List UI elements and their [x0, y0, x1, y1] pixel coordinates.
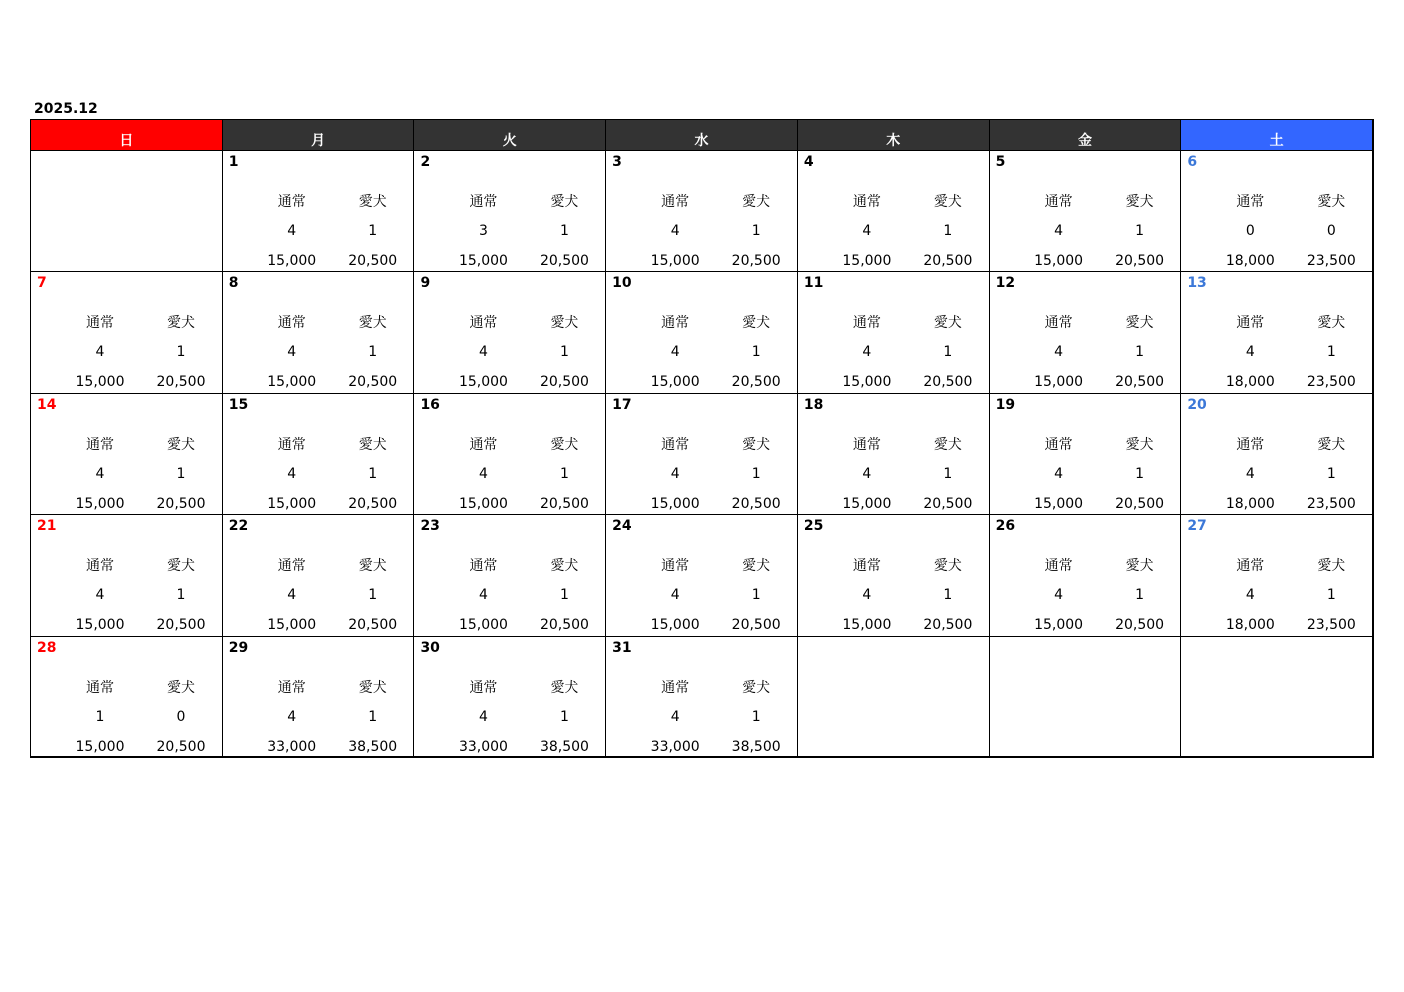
day-cell[interactable]: [1180, 515, 1372, 636]
normal-plan-count: 4: [287, 708, 297, 725]
normal-plan-count: 4: [670, 465, 680, 482]
day-cell[interactable]: [1180, 272, 1372, 393]
normal-plan-label: 通常: [277, 436, 306, 453]
day-cell[interactable]: [989, 515, 1181, 636]
normal-plan-label: 通常: [469, 194, 498, 210]
day-cell[interactable]: [797, 272, 989, 393]
dog-plan-label: 愛犬: [1125, 436, 1154, 453]
day-number: 3: [612, 154, 622, 170]
day-number: 18: [803, 396, 824, 413]
day-cell[interactable]: [222, 394, 414, 515]
day-number: 15: [228, 396, 249, 413]
normal-plan-count: 4: [1245, 465, 1255, 482]
calendar-week-row: [30, 272, 1372, 393]
dog-plan-label: 愛犬: [167, 315, 195, 332]
dog-plan-label: 愛犬: [550, 679, 579, 696]
day-number: 7: [37, 275, 47, 292]
day-cell[interactable]: [413, 515, 605, 636]
day-cell[interactable]: [1180, 151, 1372, 272]
normal-plan-count: 4: [287, 587, 297, 604]
normal-plan-price: 15,000: [1034, 617, 1084, 634]
dog-plan-count: 1: [176, 344, 186, 361]
dog-plan-label: 愛犬: [550, 315, 579, 332]
dog-plan-count: 1: [751, 223, 761, 239]
dog-plan-price: 20,500: [731, 617, 781, 634]
normal-plan-price: 15,000: [842, 495, 892, 512]
dog-plan-count: 1: [368, 465, 378, 482]
normal-plan-price: 15,000: [1034, 374, 1084, 391]
day-number: 23: [420, 518, 440, 535]
normal-plan-label: 通常: [86, 436, 114, 453]
dog-plan-label: 愛犬: [358, 436, 387, 453]
weekday-header-sun: 日: [30, 119, 222, 151]
day-number: 26: [995, 518, 1016, 535]
normal-plan-price: 15,000: [75, 495, 125, 512]
dog-plan-label: 愛犬: [358, 679, 387, 696]
normal-plan-label: 通常: [86, 679, 114, 696]
normal-plan-price: 15,000: [267, 253, 317, 269]
normal-plan-count: 4: [478, 465, 488, 482]
normal-plan-price: 15,000: [458, 374, 508, 391]
normal-plan-label: 通常: [86, 558, 114, 575]
dog-plan-count: 1: [751, 587, 761, 604]
dog-plan-count: 1: [1135, 344, 1145, 361]
empty-day-cell: [30, 151, 222, 272]
day-number: 27: [1187, 518, 1207, 535]
normal-plan-count: 4: [1245, 587, 1255, 604]
dog-plan-count: 1: [368, 223, 378, 239]
normal-plan-count: 4: [95, 587, 105, 604]
dog-plan-price: 23,500: [1306, 495, 1356, 512]
normal-plan-price: 15,000: [267, 495, 317, 512]
day-number: 6: [1187, 154, 1198, 170]
normal-plan-count: 4: [478, 708, 488, 725]
normal-plan-label: 通常: [852, 558, 881, 575]
day-number: 30: [420, 639, 440, 656]
dog-plan-label: 愛犬: [358, 315, 387, 332]
day-number: 25: [803, 518, 824, 535]
calendar-title: 2025.12: [34, 101, 98, 117]
normal-plan-price: 15,000: [458, 495, 508, 512]
normal-plan-count: 4: [1054, 344, 1064, 361]
dog-plan-label: 愛犬: [933, 194, 962, 210]
day-cell[interactable]: [989, 394, 1181, 515]
normal-plan-count: 4: [862, 587, 872, 604]
day-cell[interactable]: [797, 515, 989, 636]
dog-plan-count: 1: [1326, 344, 1336, 361]
normal-plan-count: 4: [1054, 465, 1064, 482]
normal-plan-price: 15,000: [267, 374, 317, 391]
dog-plan-price: 20,500: [348, 495, 398, 512]
day-number: 14: [37, 396, 57, 413]
dog-plan-label: 愛犬: [550, 194, 579, 210]
dog-plan-count: 1: [176, 587, 186, 604]
normal-plan-count: 4: [670, 344, 680, 361]
dog-plan-label: 愛犬: [1317, 558, 1346, 575]
calendar-week-row: [30, 637, 1372, 758]
dog-plan-label: 愛犬: [167, 558, 195, 575]
normal-plan-price: 15,000: [75, 738, 125, 755]
normal-plan-count: 4: [1054, 223, 1064, 239]
normal-plan-price: 15,000: [842, 617, 892, 634]
normal-plan-price: 33,000: [458, 738, 508, 755]
normal-plan-count: 4: [862, 344, 872, 361]
dog-plan-count: 1: [1326, 587, 1336, 604]
dog-plan-count: 1: [1135, 223, 1145, 239]
dog-plan-label: 愛犬: [1125, 315, 1154, 332]
normal-plan-count: 4: [95, 344, 105, 361]
day-number: 31: [612, 639, 632, 656]
day-cell[interactable]: [605, 515, 797, 636]
normal-plan-price: 15,000: [75, 374, 125, 391]
normal-plan-label: 通常: [852, 315, 881, 332]
normal-plan-count: 4: [287, 344, 297, 361]
day-cell[interactable]: [413, 272, 605, 393]
dog-plan-price: 20,500: [731, 374, 781, 391]
normal-plan-count: 4: [478, 587, 488, 604]
normal-plan-count: 4: [95, 465, 105, 482]
normal-plan-price: 18,000: [1225, 253, 1275, 269]
normal-plan-label: 通常: [1236, 558, 1265, 575]
day-cell[interactable]: [989, 151, 1181, 272]
day-number: 22: [228, 518, 249, 535]
normal-plan-count: 3: [478, 223, 488, 239]
day-number: 24: [612, 518, 632, 535]
normal-plan-price: 15,000: [458, 617, 508, 634]
day-cell[interactable]: [605, 394, 797, 515]
weekday-header-wed: 水: [605, 119, 797, 151]
dog-plan-price: 38,500: [731, 738, 781, 755]
normal-plan-price: 15,000: [650, 495, 700, 512]
dog-plan-count: 1: [751, 465, 761, 482]
day-cell[interactable]: [605, 151, 797, 272]
dog-plan-count: 0: [1326, 223, 1336, 239]
dog-plan-price: 20,500: [923, 495, 973, 512]
normal-plan-label: 通常: [469, 436, 498, 453]
dog-plan-count: 1: [751, 708, 761, 725]
weekday-header-thu: 木: [797, 119, 989, 151]
day-number: 12: [995, 275, 1016, 292]
normal-plan-count: 4: [1245, 344, 1255, 361]
dog-plan-price: 20,500: [731, 495, 781, 512]
weekday-header-fri: 金: [989, 119, 1181, 151]
dog-plan-price: 23,500: [1306, 374, 1356, 391]
dog-plan-count: 1: [559, 223, 569, 239]
dog-plan-label: 愛犬: [167, 436, 195, 453]
day-number: 10: [612, 275, 632, 292]
day-number: 11: [803, 275, 824, 292]
day-number: 8: [228, 275, 239, 292]
normal-plan-label: 通常: [661, 436, 690, 453]
dog-plan-count: 1: [1135, 465, 1145, 482]
normal-plan-label: 通常: [661, 315, 690, 332]
dog-plan-price: 20,500: [1115, 253, 1165, 269]
day-cell[interactable]: [30, 637, 222, 758]
normal-plan-label: 通常: [1236, 194, 1265, 210]
dog-plan-label: 愛犬: [933, 558, 962, 575]
dog-plan-label: 愛犬: [1317, 315, 1346, 332]
normal-plan-count: 4: [478, 344, 488, 361]
day-number: 16: [420, 396, 440, 413]
normal-plan-label: 通常: [661, 679, 690, 696]
dog-plan-label: 愛犬: [742, 194, 771, 210]
day-cell[interactable]: [30, 394, 222, 515]
dog-plan-price: 23,500: [1306, 617, 1356, 634]
dog-plan-label: 愛犬: [550, 558, 579, 575]
normal-plan-count: 4: [287, 223, 297, 239]
dog-plan-price: 20,500: [156, 495, 206, 512]
normal-plan-label: 通常: [277, 679, 306, 696]
normal-plan-label: 通常: [469, 679, 498, 696]
dog-plan-price: 23,500: [1306, 253, 1356, 269]
dog-plan-label: 愛犬: [933, 315, 962, 332]
normal-plan-label: 通常: [277, 315, 306, 332]
normal-plan-label: 通常: [852, 436, 881, 453]
dog-plan-price: 20,500: [539, 374, 589, 391]
normal-plan-price: 15,000: [267, 617, 317, 634]
dog-plan-count: 1: [368, 344, 378, 361]
normal-plan-price: 18,000: [1225, 495, 1275, 512]
normal-plan-price: 33,000: [267, 738, 317, 755]
weekday-header-tue: 火: [413, 119, 605, 151]
dog-plan-price: 20,500: [923, 374, 973, 391]
empty-day-cell: [989, 637, 1181, 758]
dog-plan-count: 1: [751, 344, 761, 361]
dog-plan-count: 1: [1326, 465, 1336, 482]
day-cell[interactable]: [797, 151, 989, 272]
normal-plan-label: 通常: [1044, 436, 1073, 453]
dog-plan-label: 愛犬: [742, 679, 771, 696]
dog-plan-price: 20,500: [539, 617, 589, 634]
day-number: 5: [995, 154, 1006, 170]
normal-plan-label: 通常: [1044, 558, 1073, 575]
dog-plan-price: 38,500: [539, 738, 589, 755]
normal-plan-price: 15,000: [75, 617, 125, 634]
calendar-grid: [30, 119, 1374, 758]
normal-plan-count: 4: [1054, 587, 1064, 604]
dog-plan-label: 愛犬: [1317, 436, 1346, 453]
normal-plan-label: 通常: [277, 558, 306, 575]
day-number: 28: [37, 639, 57, 656]
day-cell[interactable]: [222, 515, 414, 636]
normal-plan-label: 通常: [469, 558, 498, 575]
day-number: 13: [1187, 275, 1207, 292]
dog-plan-count: 0: [176, 708, 186, 725]
dog-plan-label: 愛犬: [167, 679, 195, 696]
normal-plan-count: 4: [862, 223, 872, 239]
dog-plan-count: 1: [368, 708, 378, 725]
dog-plan-price: 20,500: [1115, 374, 1165, 391]
normal-plan-label: 通常: [661, 194, 690, 210]
normal-plan-price: 15,000: [458, 253, 508, 269]
normal-plan-price: 15,000: [1034, 495, 1084, 512]
calendar-week-row: [30, 515, 1372, 636]
dog-plan-price: 20,500: [1115, 495, 1165, 512]
dog-plan-label: 愛犬: [358, 194, 387, 210]
dog-plan-price: 20,500: [348, 617, 398, 634]
weekday-header-mon: 月: [222, 119, 414, 151]
day-cell[interactable]: [605, 272, 797, 393]
day-cell[interactable]: [222, 637, 414, 758]
dog-plan-price: 20,500: [923, 617, 973, 634]
empty-day-cell: [1180, 637, 1372, 758]
dog-plan-price: 20,500: [348, 374, 398, 391]
dog-plan-price: 38,500: [348, 738, 398, 755]
calendar-week-row: [30, 394, 1372, 515]
empty-day-cell: [797, 637, 989, 758]
day-cell[interactable]: [989, 272, 1181, 393]
normal-plan-label: 通常: [852, 194, 881, 210]
dog-plan-count: 1: [943, 465, 953, 482]
day-cell[interactable]: [413, 394, 605, 515]
day-cell[interactable]: [413, 637, 605, 758]
dog-plan-count: 1: [943, 223, 953, 239]
normal-plan-price: 15,000: [842, 374, 892, 391]
weekday-header-row: [30, 119, 1372, 151]
dog-plan-price: 20,500: [348, 253, 398, 269]
calendar-weeks: [30, 151, 1372, 758]
normal-plan-price: 18,000: [1225, 374, 1275, 391]
dog-plan-label: 愛犬: [1317, 194, 1346, 210]
normal-plan-count: 4: [287, 465, 297, 482]
dog-plan-label: 愛犬: [742, 436, 771, 453]
day-cell[interactable]: [30, 515, 222, 636]
day-number: 9: [420, 275, 431, 292]
dog-plan-count: 1: [368, 587, 378, 604]
dog-plan-price: 20,500: [539, 253, 589, 269]
normal-plan-price: 15,000: [650, 253, 700, 269]
day-number: 4: [803, 154, 814, 170]
day-number: 20: [1187, 396, 1207, 413]
weekday-header-sat: 土: [1180, 119, 1372, 151]
day-cell[interactable]: [1180, 394, 1372, 515]
dog-plan-count: 1: [1135, 587, 1145, 604]
normal-plan-count: 0: [1245, 223, 1255, 239]
dog-plan-price: 20,500: [1115, 617, 1165, 634]
day-number: 29: [228, 639, 249, 656]
normal-plan-price: 15,000: [842, 253, 892, 269]
normal-plan-count: 1: [95, 708, 105, 725]
dog-plan-price: 20,500: [731, 253, 781, 269]
dog-plan-price: 20,500: [923, 253, 973, 269]
day-cell[interactable]: [605, 637, 797, 758]
normal-plan-label: 通常: [277, 194, 306, 210]
day-cell[interactable]: [797, 394, 989, 515]
dog-plan-label: 愛犬: [358, 558, 387, 575]
normal-plan-label: 通常: [661, 558, 690, 575]
calendar-week-row: [30, 151, 1372, 272]
normal-plan-label: 通常: [86, 315, 114, 332]
day-number: 1: [228, 154, 239, 170]
day-cell[interactable]: [222, 272, 414, 393]
normal-plan-count: 4: [670, 708, 680, 725]
dog-plan-price: 20,500: [156, 374, 206, 391]
dog-plan-count: 1: [943, 587, 953, 604]
dog-plan-price: 20,500: [156, 617, 206, 634]
dog-plan-label: 愛犬: [1125, 194, 1154, 210]
normal-plan-label: 通常: [1236, 315, 1265, 332]
normal-plan-count: 4: [670, 587, 680, 604]
normal-plan-price: 15,000: [650, 374, 700, 391]
day-cell[interactable]: [222, 151, 414, 272]
dog-plan-label: 愛犬: [742, 558, 771, 575]
dog-plan-count: 1: [943, 344, 953, 361]
dog-plan-price: 20,500: [539, 495, 589, 512]
normal-plan-count: 4: [670, 223, 680, 239]
dog-plan-count: 1: [176, 465, 186, 482]
day-cell[interactable]: [30, 272, 222, 393]
day-number: 21: [37, 518, 57, 535]
dog-plan-label: 愛犬: [933, 436, 962, 453]
dog-plan-label: 愛犬: [742, 315, 771, 332]
normal-plan-label: 通常: [1044, 315, 1073, 332]
day-cell[interactable]: [413, 151, 605, 272]
dog-plan-count: 1: [559, 587, 569, 604]
normal-plan-price: 15,000: [650, 617, 700, 634]
dog-plan-price: 20,500: [156, 738, 206, 755]
dog-plan-count: 1: [559, 708, 569, 725]
day-number: 19: [995, 396, 1016, 413]
normal-plan-count: 4: [862, 465, 872, 482]
normal-plan-label: 通常: [469, 315, 498, 332]
dog-plan-count: 1: [559, 465, 569, 482]
normal-plan-price: 33,000: [650, 738, 700, 755]
normal-plan-label: 通常: [1044, 194, 1073, 210]
dog-plan-label: 愛犬: [1125, 558, 1154, 575]
dog-plan-count: 1: [559, 344, 569, 361]
normal-plan-price: 15,000: [1034, 253, 1084, 269]
normal-plan-price: 18,000: [1225, 617, 1275, 634]
normal-plan-label: 通常: [1236, 436, 1265, 453]
day-number: 2: [420, 154, 431, 170]
dog-plan-label: 愛犬: [550, 436, 579, 453]
day-number: 17: [612, 396, 632, 413]
